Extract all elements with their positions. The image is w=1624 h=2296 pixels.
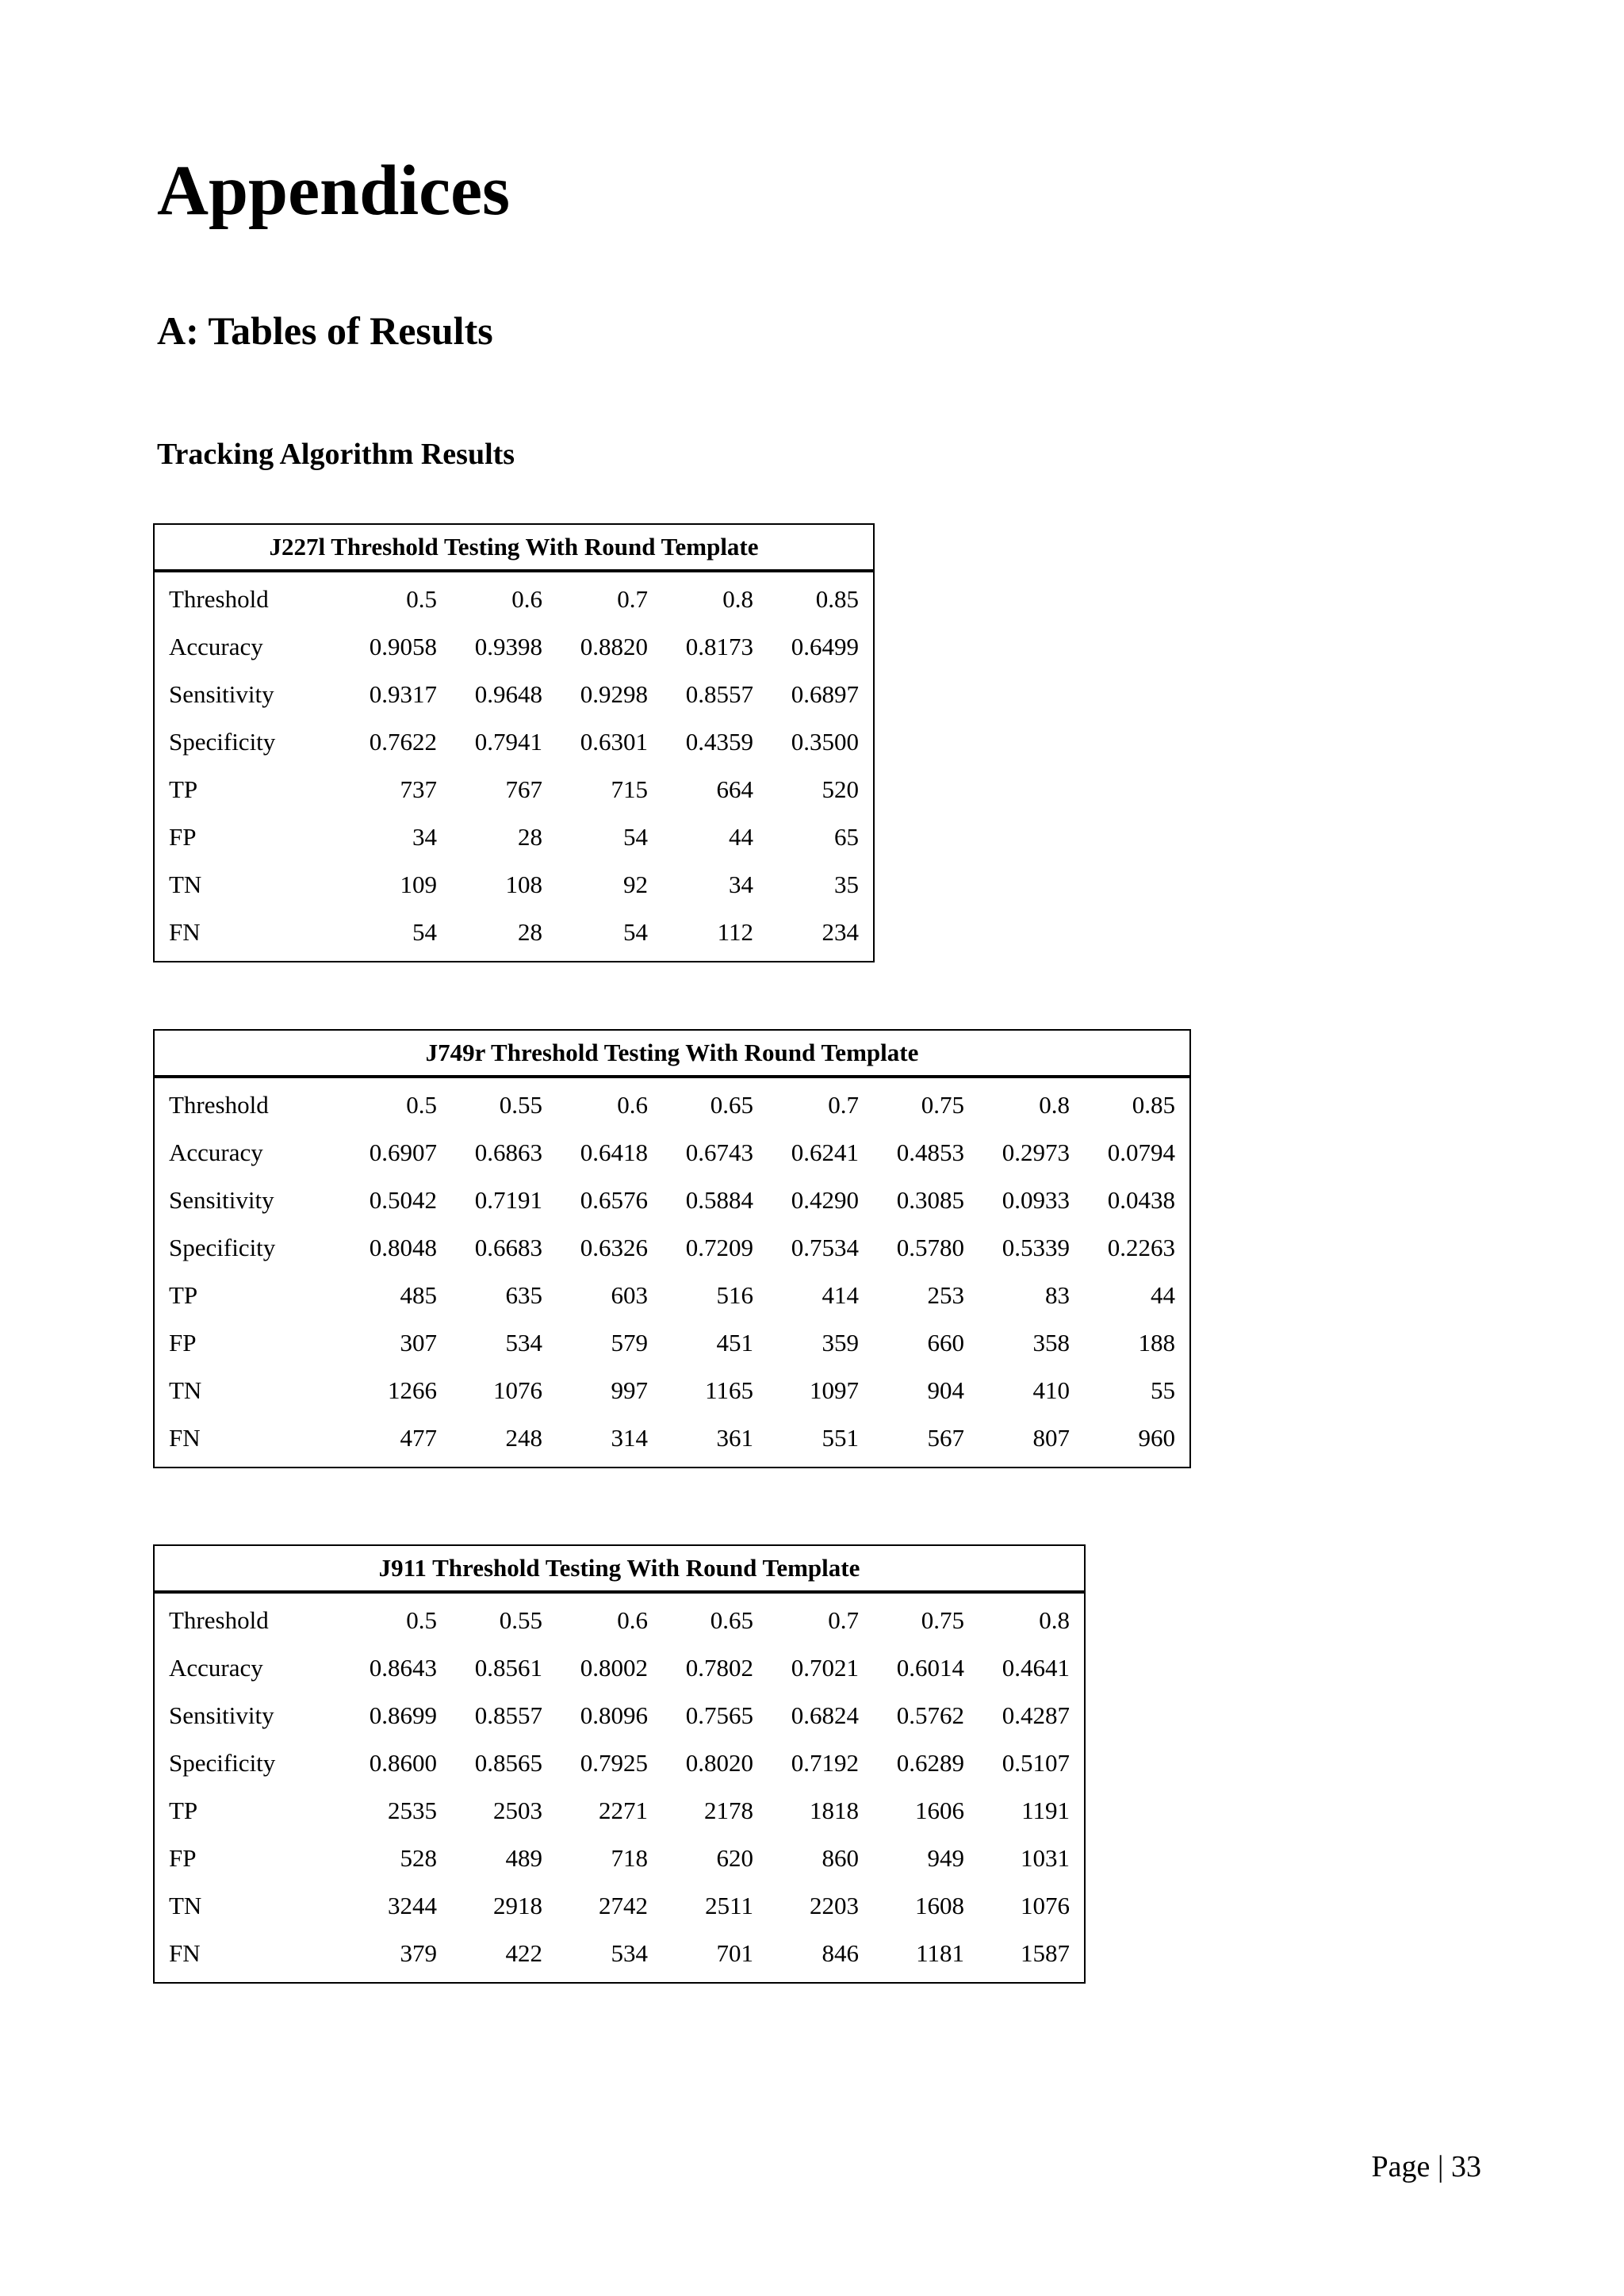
table-cell: 0.5 (406, 1091, 437, 1119)
table-cell: 0.7925 (580, 1749, 648, 1777)
table-cell: 0.8565 (474, 1749, 542, 1777)
table-cell: 620 (716, 1844, 753, 1872)
table-cell: 108 (505, 871, 542, 898)
table-cell: 0.6499 (791, 633, 859, 660)
table-cell: 2271 (599, 1797, 648, 1824)
table-row (154, 1367, 1190, 1414)
row-label: FN (169, 1939, 201, 1967)
table-cell: 0.55 (499, 1091, 542, 1119)
table-cell: 0.8600 (369, 1749, 437, 1777)
row-label: TP (169, 1281, 198, 1309)
table-cell: 0.0933 (1002, 1186, 1070, 1214)
table-cell: 0.6014 (896, 1654, 964, 1682)
table-cell: 0.6576 (580, 1186, 648, 1214)
table-cell: 1266 (388, 1376, 437, 1404)
table-cell: 54 (623, 823, 648, 851)
table-cell: 65 (834, 823, 859, 851)
table-cell: 0.6326 (580, 1234, 648, 1261)
table-cell: 0.3500 (791, 728, 859, 756)
table-cell: 314 (611, 1424, 648, 1452)
table-cell: 0.6743 (685, 1138, 753, 1166)
table-cell: 28 (518, 918, 542, 946)
table-row (154, 1593, 1085, 1644)
subsection-title: Tracking Algorithm Results (157, 438, 515, 471)
table-title: J911 Threshold Testing With Round Template (153, 1544, 1086, 1592)
row-label: TN (169, 1376, 202, 1404)
table-cell: 2203 (810, 1892, 859, 1919)
table-cell: 188 (1138, 1329, 1175, 1357)
table-cell: 0.6897 (791, 680, 859, 708)
table-row (154, 1224, 1190, 1272)
section-title: A: Tables of Results (157, 308, 493, 353)
table-cell: 2503 (493, 1797, 542, 1824)
table-cell: 0.6418 (580, 1138, 648, 1166)
table-cell: 997 (611, 1376, 648, 1404)
table-cell: 0.8048 (369, 1234, 437, 1261)
table-cell: 54 (623, 918, 648, 946)
table-cell: 0.6 (511, 585, 542, 613)
table-cell: 660 (927, 1329, 964, 1357)
table-cell: 0.7192 (791, 1749, 859, 1777)
table-cell: 1608 (915, 1892, 964, 1919)
results-table-j749r (153, 1029, 1191, 1468)
row-label: FN (169, 918, 201, 946)
table-cell: 0.7209 (685, 1234, 753, 1261)
table-cell: 0.6683 (474, 1234, 542, 1261)
table-cell: 0.55 (499, 1606, 542, 1634)
table-cell: 0.65 (710, 1606, 753, 1634)
table-cell: 0.7 (828, 1606, 859, 1634)
table-cell: 2918 (493, 1892, 542, 1919)
table-row (154, 1272, 1190, 1319)
table-cell: 0.6907 (369, 1138, 437, 1166)
table-cell: 0.8020 (685, 1749, 753, 1777)
row-label: Specificity (169, 1234, 276, 1261)
table-row (154, 1739, 1085, 1787)
table-row (154, 1129, 1190, 1177)
table-title: J227l Threshold Testing With Round Template (153, 523, 875, 571)
table-cell: 701 (716, 1939, 753, 1967)
table-cell: 1097 (810, 1376, 859, 1404)
results-table-j911 (153, 1544, 1086, 1984)
table-cell: 248 (505, 1424, 542, 1452)
table-row (154, 1414, 1190, 1468)
table-cell: 3244 (388, 1892, 437, 1919)
table-cell: 0.4290 (791, 1186, 859, 1214)
row-label: FP (169, 823, 197, 851)
row-label: TP (169, 1797, 198, 1824)
table-row (154, 909, 874, 962)
table-cell: 0.75 (921, 1091, 964, 1119)
table-cell: 0.7 (828, 1091, 859, 1119)
table-row (154, 718, 874, 766)
table-cell: 422 (505, 1939, 542, 1967)
table-cell: 0.4359 (685, 728, 753, 756)
table-cell: 0.65 (710, 1091, 753, 1119)
table-cell: 0.9298 (580, 680, 648, 708)
table-cell: 715 (611, 775, 648, 803)
row-label: TP (169, 775, 198, 803)
table-cell: 0.5339 (1002, 1234, 1070, 1261)
table-cell: 2178 (704, 1797, 753, 1824)
table-row (154, 1692, 1085, 1739)
table-cell: 485 (400, 1281, 437, 1309)
table-cell: 516 (716, 1281, 753, 1309)
table-cell: 0.5 (406, 1606, 437, 1634)
table-cell: 0.7534 (791, 1234, 859, 1261)
row-label: TN (169, 871, 202, 898)
table-row (154, 1882, 1085, 1930)
table-cell: 767 (505, 775, 542, 803)
table-row (154, 1787, 1085, 1835)
table-cell: 0.7 (617, 585, 648, 613)
table-cell: 0.5762 (896, 1701, 964, 1729)
row-label: TN (169, 1892, 202, 1919)
table-cell: 534 (505, 1329, 542, 1357)
table-cell: 0.6863 (474, 1138, 542, 1166)
table-cell: 0.9317 (369, 680, 437, 708)
table-cell: 358 (1032, 1329, 1070, 1357)
table-row (154, 1177, 1190, 1224)
table-cell: 0.4853 (896, 1138, 964, 1166)
table-cell: 0.7941 (474, 728, 542, 756)
table-cell: 718 (611, 1844, 648, 1872)
table-cell: 0.75 (921, 1606, 964, 1634)
table-cell: 92 (623, 871, 648, 898)
table-cell: 34 (412, 823, 437, 851)
table-cell: 379 (400, 1939, 437, 1967)
table-cell: 860 (822, 1844, 859, 1872)
table-cell: 1818 (810, 1797, 859, 1824)
table-cell: 361 (716, 1424, 753, 1452)
table-cell: 2535 (388, 1797, 437, 1824)
table-cell: 2511 (705, 1892, 753, 1919)
table-cell: 0.7622 (369, 728, 437, 756)
table-cell: 307 (400, 1329, 437, 1357)
table-cell: 0.8096 (580, 1701, 648, 1729)
table-cell: 28 (518, 823, 542, 851)
table-cell: 489 (505, 1844, 542, 1872)
table-cell: 2742 (599, 1892, 648, 1919)
table-cell: 551 (822, 1424, 859, 1452)
table-cell: 0.7191 (474, 1186, 542, 1214)
table-cell: 55 (1151, 1376, 1175, 1404)
table-cell: 0.5107 (1002, 1749, 1070, 1777)
table-cell: 603 (611, 1281, 648, 1309)
table-cell: 1076 (1021, 1892, 1070, 1919)
table-cell: 0.8 (1039, 1091, 1070, 1119)
table-row (154, 671, 874, 718)
table-cell: 1191 (1021, 1797, 1070, 1824)
table-cell: 0.6241 (791, 1138, 859, 1166)
table-cell: 0.7565 (685, 1701, 753, 1729)
table-row (154, 813, 874, 861)
table-cell: 451 (716, 1329, 753, 1357)
table-cell: 0.85 (815, 585, 859, 613)
table-cell: 1606 (915, 1797, 964, 1824)
table-cell: 0.2263 (1107, 1234, 1175, 1261)
table-cell: 904 (927, 1376, 964, 1404)
row-label: Sensitivity (169, 1186, 274, 1214)
table-cell: 846 (822, 1939, 859, 1967)
table-cell: 1076 (493, 1376, 542, 1404)
table-cell: 359 (822, 1329, 859, 1357)
table-cell: 0.85 (1132, 1091, 1175, 1119)
table-cell: 0.8699 (369, 1701, 437, 1729)
table-cell: 949 (927, 1844, 964, 1872)
page-title: Appendices (157, 151, 511, 230)
table-cell: 0.6824 (791, 1701, 859, 1729)
table-cell: 0.7021 (791, 1654, 859, 1682)
table-cell: 410 (1032, 1376, 1070, 1404)
table-cell: 0.5042 (369, 1186, 437, 1214)
table-cell: 635 (505, 1281, 542, 1309)
table-cell: 737 (400, 775, 437, 803)
page-number: Page | 33 (1371, 2150, 1481, 2183)
table-cell: 0.7802 (685, 1654, 753, 1682)
table-cell: 0.6 (617, 1091, 648, 1119)
table-cell: 0.8 (722, 585, 753, 613)
table-title: J749r Threshold Testing With Round Template (153, 1029, 1191, 1077)
table-cell: 0.9648 (474, 680, 542, 708)
table-cell: 1587 (1021, 1939, 1070, 1967)
table-cell: 0.9058 (369, 633, 437, 660)
table-row (154, 1835, 1085, 1882)
row-label: Threshold (169, 585, 269, 613)
row-label: Specificity (169, 1749, 276, 1777)
table-row (154, 766, 874, 813)
row-label: FP (169, 1844, 197, 1872)
table-cell: 44 (1151, 1281, 1175, 1309)
table-cell: 0.8820 (580, 633, 648, 660)
row-label: FP (169, 1329, 197, 1357)
row-label: Accuracy (169, 1138, 263, 1166)
row-label: Threshold (169, 1091, 269, 1119)
row-label: Accuracy (169, 1654, 263, 1682)
table-cell: 0.8557 (685, 680, 753, 708)
table-cell: 807 (1032, 1424, 1070, 1452)
table-cell: 0.8643 (369, 1654, 437, 1682)
table-cell: 0.4287 (1002, 1701, 1070, 1729)
table-cell: 1165 (705, 1376, 753, 1404)
table-cell: 112 (717, 918, 753, 946)
table-cell: 0.0438 (1107, 1186, 1175, 1214)
table-cell: 54 (412, 918, 437, 946)
table-row (154, 861, 874, 909)
row-label: FN (169, 1424, 201, 1452)
table-cell: 0.3085 (896, 1186, 964, 1214)
table-row (154, 1077, 1190, 1129)
table-cell: 234 (822, 918, 859, 946)
table-row (154, 1930, 1085, 1983)
table-cell: 253 (927, 1281, 964, 1309)
table-row (154, 1319, 1190, 1367)
table-cell: 534 (611, 1939, 648, 1967)
table-cell: 1031 (1021, 1844, 1070, 1872)
table-cell: 109 (400, 871, 437, 898)
table-cell: 83 (1045, 1281, 1070, 1309)
table-cell: 0.5884 (685, 1186, 753, 1214)
table-row (154, 623, 874, 671)
table-cell: 0.6289 (896, 1749, 964, 1777)
table-cell: 477 (400, 1424, 437, 1452)
table-cell: 0.9398 (474, 633, 542, 660)
table-cell: 0.8 (1039, 1606, 1070, 1634)
table-cell: 1181 (916, 1939, 964, 1967)
table-cell: 579 (611, 1329, 648, 1357)
results-table-j227l (153, 523, 875, 962)
table-cell: 414 (822, 1281, 859, 1309)
table-cell: 0.5 (406, 585, 437, 613)
table-cell: 34 (729, 871, 753, 898)
table-cell: 44 (729, 823, 753, 851)
table-cell: 664 (716, 775, 753, 803)
table-cell: 0.0794 (1107, 1138, 1175, 1166)
table-cell: 960 (1138, 1424, 1175, 1452)
row-label: Threshold (169, 1606, 269, 1634)
table-cell: 0.6 (617, 1606, 648, 1634)
table-cell: 0.5780 (896, 1234, 964, 1261)
table-cell: 0.8557 (474, 1701, 542, 1729)
table-cell: 528 (400, 1844, 437, 1872)
table-cell: 0.8561 (474, 1654, 542, 1682)
row-label: Specificity (169, 728, 276, 756)
table-cell: 0.6301 (580, 728, 648, 756)
table-cell: 567 (927, 1424, 964, 1452)
row-label: Sensitivity (169, 680, 274, 708)
table-cell: 0.8173 (685, 633, 753, 660)
table-cell: 35 (834, 871, 859, 898)
table-row (154, 1644, 1085, 1692)
table-cell: 0.8002 (580, 1654, 648, 1682)
table-cell: 0.2973 (1002, 1138, 1070, 1166)
table-row (154, 572, 874, 623)
table-cell: 0.4641 (1002, 1654, 1070, 1682)
table-cell: 520 (822, 775, 859, 803)
row-label: Accuracy (169, 633, 263, 660)
row-label: Sensitivity (169, 1701, 274, 1729)
